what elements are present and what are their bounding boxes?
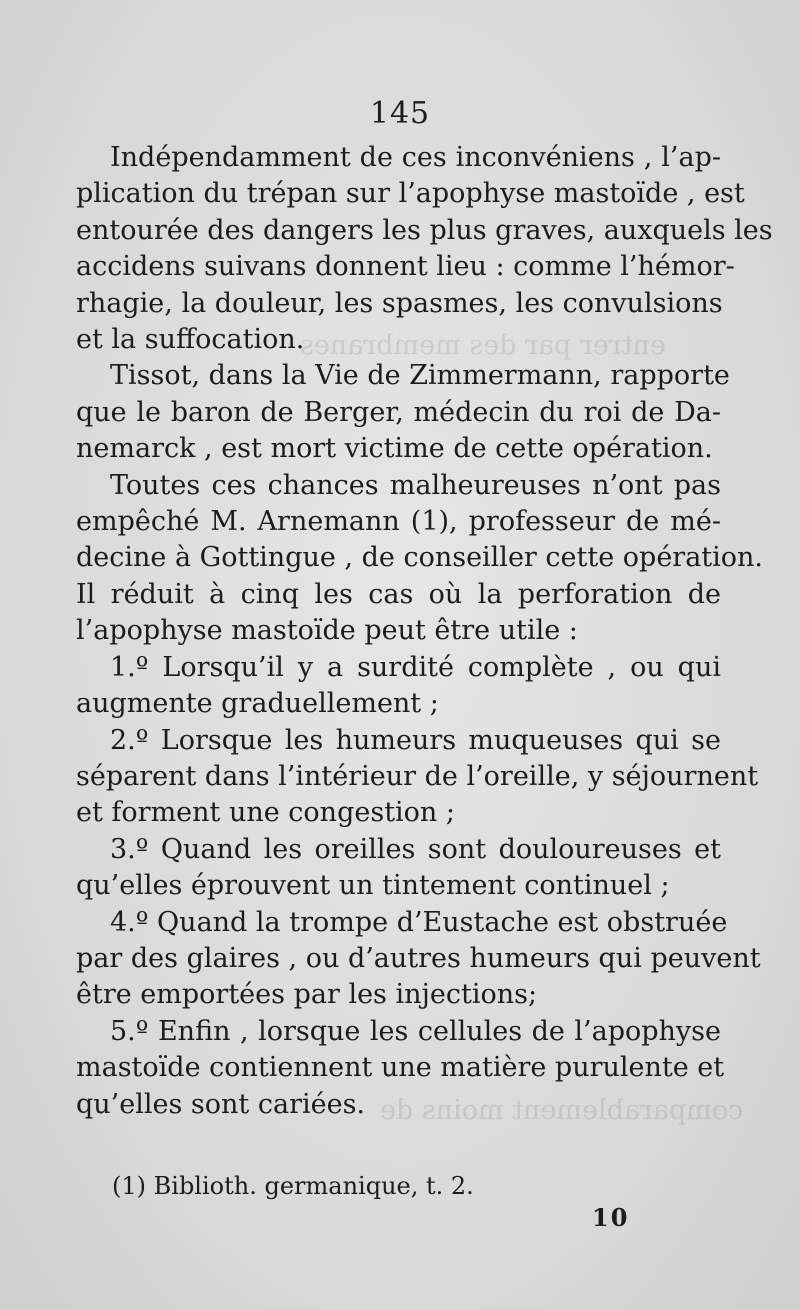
text-line: l’apophyse mastoïde peut être utile : bbox=[76, 615, 578, 647]
text-line: nemarck , est mort victime de cette opération. bbox=[76, 433, 713, 465]
text-line: 3.º Quand les oreilles sont douloureuses et bbox=[110, 833, 721, 865]
page-number: 145 bbox=[369, 96, 431, 131]
text-line: Indépendamment de ces inconvéniens , l’ap- bbox=[110, 142, 721, 173]
text-line: qu’elles sont cariées. bbox=[76, 1088, 366, 1120]
footnote: (1) Biblioth. germanique, t. 2. bbox=[112, 1172, 474, 1200]
text-line: et forment une congestion ; bbox=[76, 797, 456, 829]
text-line: empêché M. Arnemann (1), professeur de mé- bbox=[76, 506, 721, 538]
text-line: plication du trépan sur l’apophyse mastoïde , est bbox=[76, 178, 745, 210]
bleed-through-text: comparablement moins de bbox=[380, 1095, 744, 1126]
text-line: Il réduit à cinq les cas où la perforation de bbox=[76, 578, 721, 610]
text-line: Toutes ces chances malheureuses n’ont pas bbox=[110, 469, 721, 501]
text-line: et la suffocation. bbox=[76, 324, 305, 356]
text-line: Tissot, dans la Vie de Zimmermann, rapporte bbox=[110, 360, 730, 392]
text-line: séparent dans l’intérieur de l’oreille, y séjournent bbox=[76, 760, 759, 792]
text-line: decine à Gottingue , de conseiller cette opération. bbox=[76, 542, 764, 574]
text-line: augmente graduellement ; bbox=[76, 688, 439, 720]
text-line: 5.º Enfin , lorsque les cellules de l’apophyse bbox=[110, 1015, 721, 1047]
body-text bbox=[76, 140, 773, 1123]
signature-mark: 10 bbox=[592, 1203, 630, 1232]
text-line: 4.º Quand la trompe d’Eustache est obstruée bbox=[110, 906, 728, 938]
text-line: accidens suivans donnent lieu : comme l’hémor- bbox=[76, 251, 735, 283]
text-line: être emportées par les injections; bbox=[76, 979, 538, 1011]
text-line: mastoïde contiennent une matière purulente et bbox=[76, 1052, 725, 1084]
text-line: 2.º Lorsque les humeurs muqueuses qui se bbox=[110, 724, 721, 756]
text-line: 1.º Lorsqu’il y a surdité complète , ou qui bbox=[110, 651, 721, 683]
text-line: qu’elles éprouvent un tintement continuel ; bbox=[76, 870, 670, 902]
text-line: entourée des dangers les plus graves, auxquels les bbox=[76, 214, 773, 246]
text-line: que le baron de Berger, médecin du roi de Da- bbox=[76, 396, 721, 428]
text-line: rhagie, la douleur, les spasmes, les convulsions bbox=[76, 287, 723, 319]
text-line: par des glaires , ou d’autres humeurs qui peuvent bbox=[76, 942, 761, 974]
bleed-through-text: entrer par des membranes bbox=[300, 330, 666, 361]
